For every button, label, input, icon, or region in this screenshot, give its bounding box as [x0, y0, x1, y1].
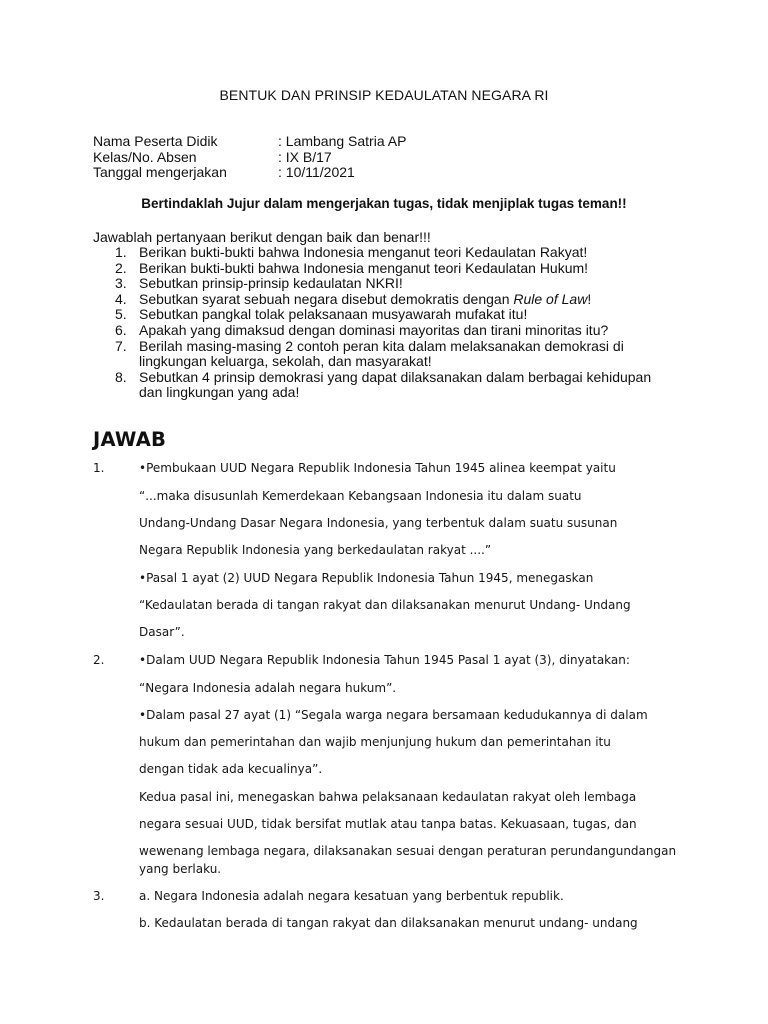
- question-number: 5.: [115, 306, 127, 323]
- answer-line: “Kedaulatan berada di tangan rakyat dan dilaksanakan menurut Undang- Undang: [139, 598, 631, 612]
- question-item: [93, 339, 673, 370]
- info-value: : 10/11/2021: [278, 164, 355, 180]
- question-number: 6.: [115, 321, 127, 338]
- answer-line: Kedua pasal ini, menegaskan bahwa pelaksanaan kedaulatan rakyat oleh lembaga: [139, 790, 637, 804]
- answer-line: •Pasal 1 ayat (2) UUD Negara Republik Indonesia Tahun 1945, menegaskan: [139, 571, 594, 585]
- question-text: Berikan bukti-bukti bahwa Indonesia menganut teori Kedaulatan Rakyat!: [139, 244, 588, 260]
- answer-line: wewenang lembaga negara, dilaksanakan sesuai dengan peraturan perundangundangan: [139, 844, 677, 858]
- answer-line: •Dalam pasal 27 ayat (1) “Segala warga negara bersamaan kedudukannya di dalam: [139, 708, 648, 722]
- answer-line: a. Negara Indonesia adalah negara kesatuan yang berbentuk republik.: [139, 889, 564, 903]
- question-text: Sebutkan 4 prinsip demokrasi yang dapat dilaksanakan dalam berbagai kehidupan dan lingkungan yang ada!: [139, 368, 652, 401]
- answer-line: hukum dan pemerintahan dan wajib menjunjung hukum dan pemerintahan itu: [139, 735, 611, 749]
- answer-number: 3.: [93, 889, 105, 903]
- answer-line: •Pembukaan UUD Negara Republik Indonesia Tahun 1945 alinea keempat yaitu: [139, 461, 616, 475]
- question-number: 7.: [115, 337, 127, 354]
- question-number: 3.: [115, 275, 127, 292]
- question-item: [93, 370, 673, 401]
- question-text: Berilah masing-masing 2 contoh peran kita dalam melaksanakan demokrasi di lingkungan keluarga, sekolah, dan masyarakat!: [139, 337, 624, 370]
- info-value: : IX B/17: [278, 148, 332, 165]
- question-number: 2.: [115, 259, 127, 276]
- answer-line: “Negara Indonesia adalah negara hukum”.: [139, 681, 397, 695]
- answer-number: 2.: [93, 653, 105, 667]
- answer-line: yang berlaku.: [139, 862, 222, 876]
- question-text: Apakah yang dimaksud dengan dominasi mayoritas dan tirani minoritas itu?: [139, 321, 609, 338]
- question-text: Berikan bukti-bukti bahwa Indonesia menganut teori Kedaulatan Hukum!: [139, 259, 589, 276]
- document-title: BENTUK DAN PRINSIP KEDAULATAN NEGARA RI: [219, 87, 549, 103]
- question-list: [93, 245, 673, 401]
- question-text: Sebutkan prinsip-prinsip kedaulatan NKRI!: [139, 275, 403, 292]
- honesty-warning: Bertindaklah Jujur dalam mengerjakan tugas, tidak menjiplak tugas teman!!: [141, 196, 627, 211]
- answer-line: b. Kedaulatan berada di tangan rakyat dan dilaksanakan menurut undang- undang: [139, 916, 638, 930]
- info-label: Nama Peserta Didik: [93, 133, 218, 149]
- answer-line: Dasar”.: [139, 625, 185, 639]
- question-item: [93, 323, 673, 339]
- question-number: 4.: [115, 290, 127, 307]
- question-item: [93, 261, 673, 277]
- question-number: 8.: [115, 368, 127, 385]
- question-text: Sebutkan pangkal tolak pelaksanaan musyawarah mufakat itu!: [139, 306, 528, 323]
- answer-line: •Dalam UUD Negara Republik Indonesia Tahun 1945 Pasal 1 ayat (3), dinyatakan:: [139, 653, 630, 667]
- question-item: [93, 245, 673, 261]
- answer-number: 1.: [93, 461, 105, 475]
- answer-line: Negara Republik Indonesia yang berkedaulatan rakyat ....”: [139, 543, 492, 557]
- question-number: 1.: [115, 244, 127, 260]
- answers-heading: JAWAB: [93, 428, 167, 451]
- question-text: Sebutkan syarat sebuah negara disebut demokratis dengan: [139, 290, 514, 307]
- question-item: [93, 276, 673, 292]
- question-text: !: [587, 290, 592, 307]
- answer-line: “...maka disusunlah Kemerdekaan Kebangsaan Indonesia itu dalam suatu: [139, 489, 582, 503]
- info-value: : Lambang Satria AP: [278, 133, 407, 149]
- answer-line: dengan tidak ada kecualinya”.: [139, 762, 323, 776]
- question-text-italic: Rule of Law: [513, 290, 588, 307]
- answer-line: negara sesuai UUD, tidak bersifat mutlak atau tanpa batas. Kekuasaan, tugas, dan: [139, 817, 637, 831]
- question-item: [93, 307, 673, 323]
- answer-line: Undang-Undang Dasar Negara Indonesia, yang terbentuk dalam suatu susunan: [139, 516, 618, 530]
- info-label: Kelas/No. Absen: [93, 148, 197, 165]
- instructions: Jawablah pertanyaan berikut dengan baik dan benar!!!: [93, 229, 431, 245]
- info-label: Tanggal mengerjakan: [93, 164, 227, 180]
- question-item: [93, 292, 673, 308]
